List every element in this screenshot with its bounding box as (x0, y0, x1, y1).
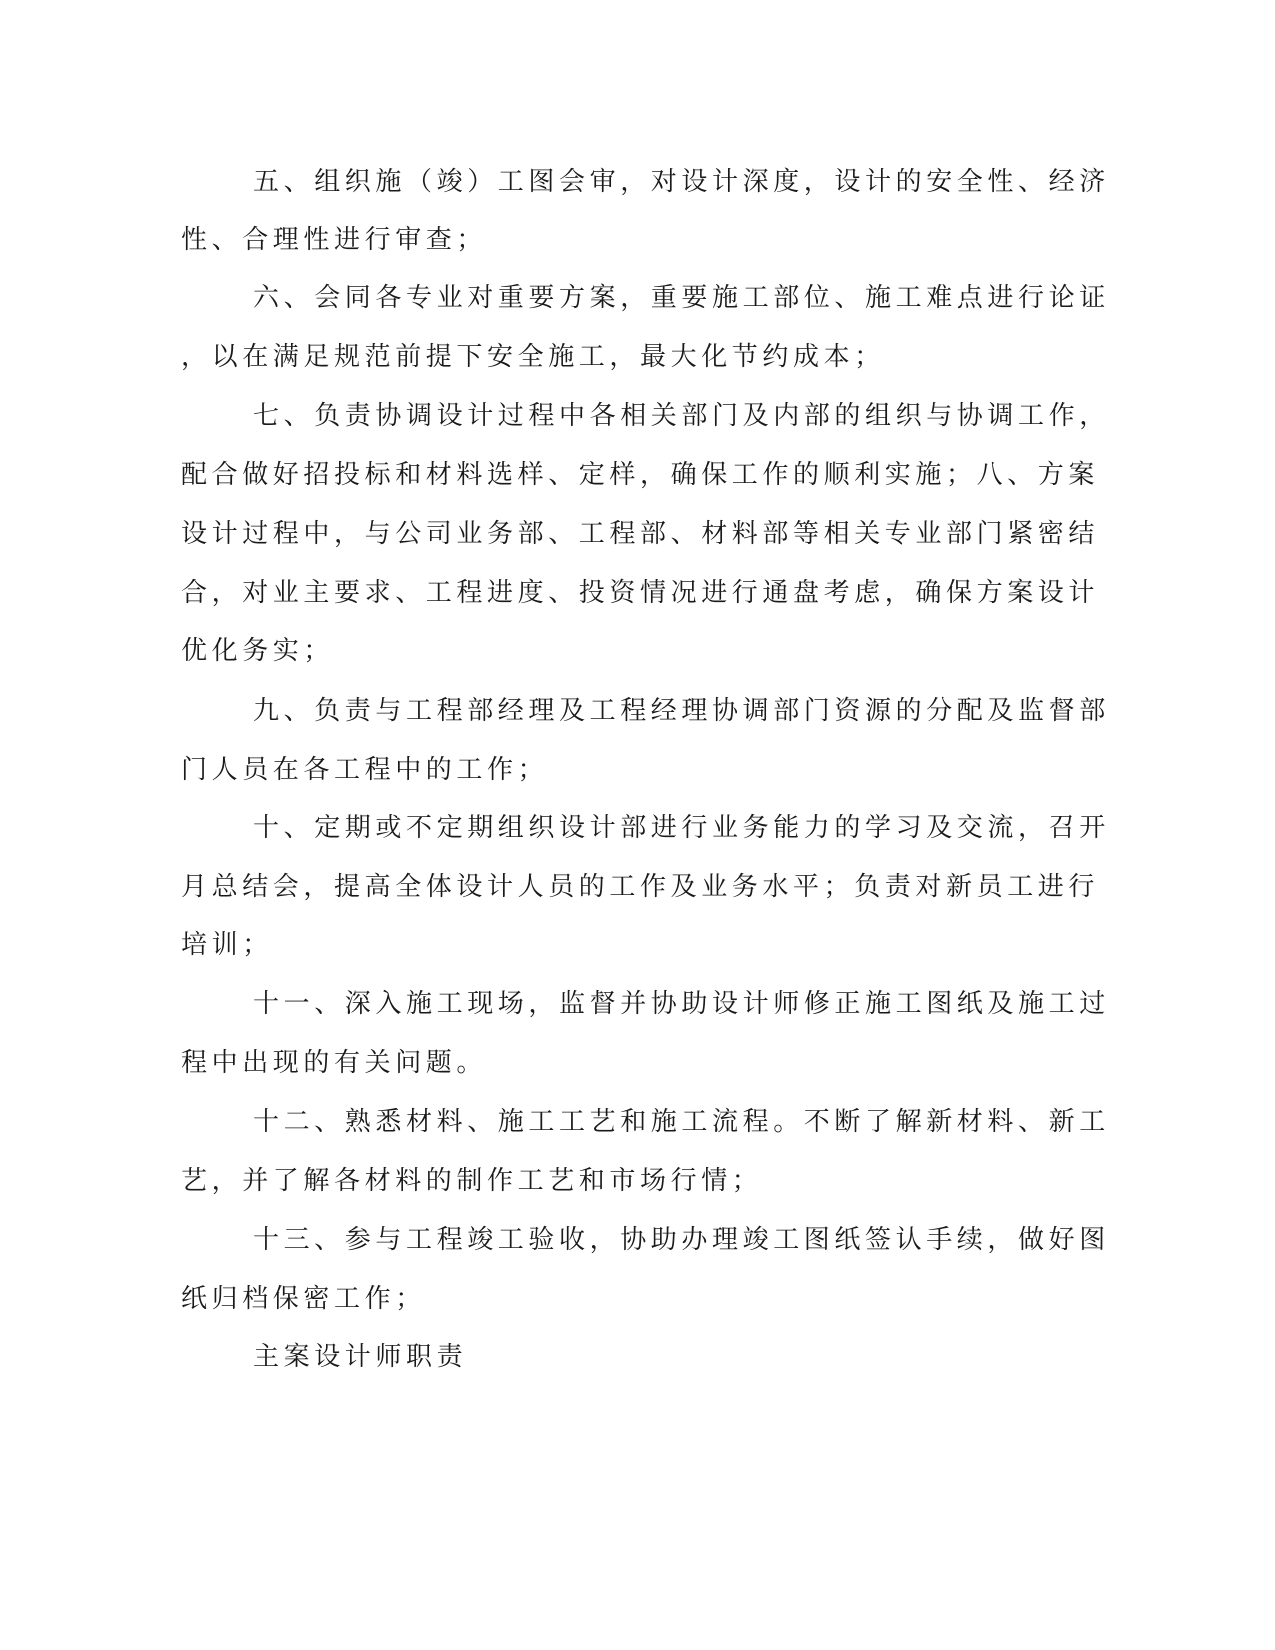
text-line: 五、组织施（竣）工图会审，对设计深度，设计的安全性、经济 (253, 167, 1110, 197)
text-line: 九、负责与工程部经理及工程经理协调部门资源的分配及监督部 (253, 696, 1110, 726)
text-line: 性、合理性进行审查； (181, 225, 488, 255)
text-line: 合，对业主要求、工程进度、投资情况进行通盘考虑，确保方案设计 (181, 578, 1100, 608)
text-line: 门人员在各工程中的工作； (181, 755, 549, 785)
section-heading: 主案设计师职责 (253, 1342, 468, 1372)
text-line: 程中出现的有关问题。 (181, 1048, 488, 1078)
text-line: 纸归档保密工作； (181, 1284, 426, 1314)
text-line: 艺，并了解各材料的制作工艺和市场行情； (181, 1166, 763, 1196)
text-line: 七、负责协调设计过程中各相关部门及内部的组织与协调工作， (253, 401, 1110, 431)
text-line: 十一、深入施工现场，监督并协助设计师修正施工图纸及施工过 (253, 989, 1110, 1019)
text-line: 十二、熟悉材料、施工工艺和施工流程。不断了解新材料、新工 (253, 1107, 1110, 1137)
text-line: 培训； (181, 930, 273, 960)
text-line: 优化务实； (181, 636, 335, 666)
text-line: 设计过程中，与公司业务部、工程部、材料部等相关专业部门紧密结 (181, 519, 1100, 549)
text-line: 月总结会，提高全体设计人员的工作及业务水平；负责对新员工进行 (181, 872, 1100, 902)
text-line: ，以在满足规范前提下安全施工，最大化节约成本； (181, 342, 885, 372)
text-line: 六、会同各专业对重要方案，重要施工部位、施工难点进行论证 (253, 283, 1110, 313)
text-line: 十三、参与工程竣工验收，协助办理竣工图纸签认手续，做好图 (253, 1225, 1110, 1255)
text-line: 配合做好招投标和材料选样、定样，确保工作的顺利实施；八、方案 (181, 460, 1100, 490)
text-line: 十、定期或不定期组织设计部进行业务能力的学习及交流，召开 (253, 813, 1110, 843)
